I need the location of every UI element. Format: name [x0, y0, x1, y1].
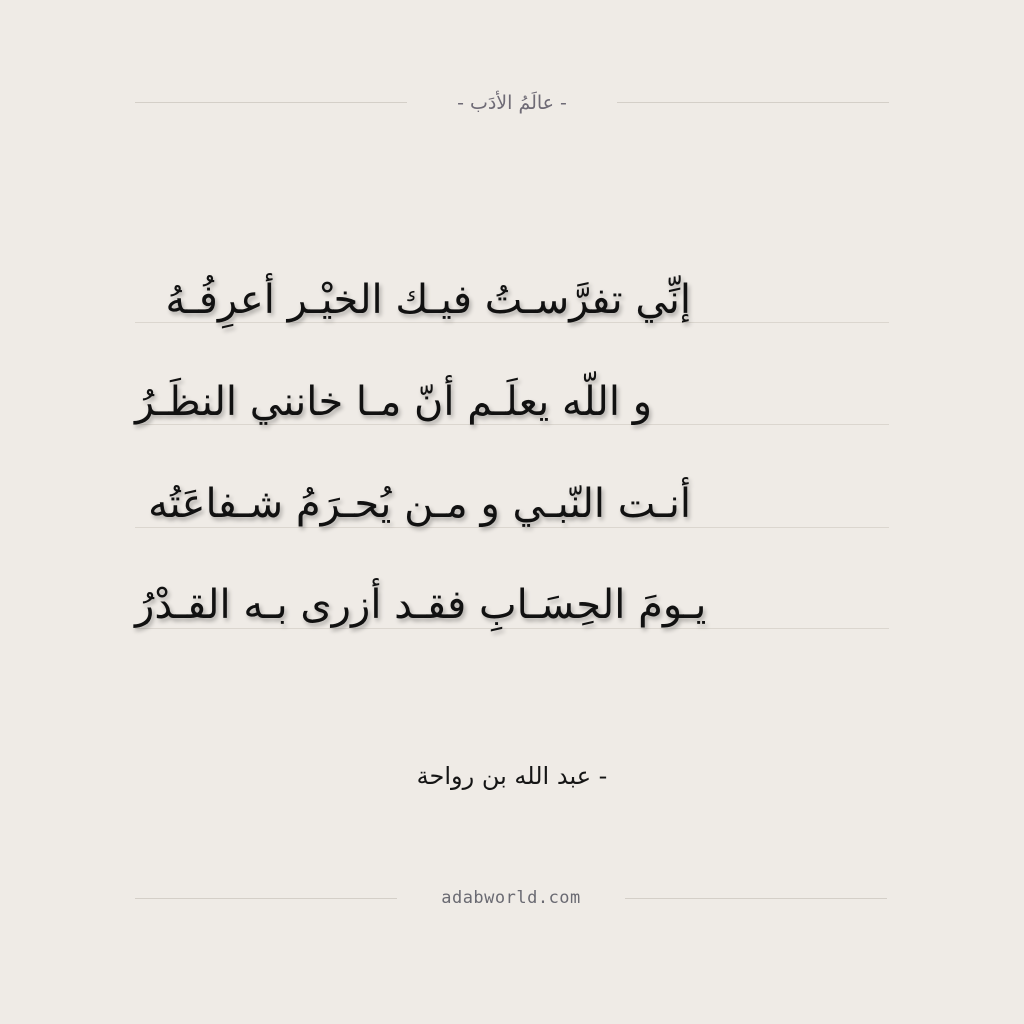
footer-rule-left: [135, 898, 397, 899]
site-brand-title: - عالَمُ الأدَب -: [457, 92, 567, 114]
poet-name: - عبد الله بن رواحة: [416, 762, 608, 790]
footer-rule-right: [625, 898, 887, 899]
website-url[interactable]: adabworld.com: [441, 888, 581, 908]
poem-verse-2: و الله يعلـم أن مـا خانني النظـر: [135, 379, 653, 425]
header-rule-left: [135, 102, 407, 103]
poem-verse-3: أنـت النبـي و مـن يحـرم شـفاعته: [148, 481, 691, 527]
poem-verse-1: إني تفرسـت فيـك الخيـر أعرفـه: [165, 277, 691, 323]
header-rule-right: [617, 102, 889, 103]
poem-verse-4: يـوم الحسـاب فقـد أزرى بـه القـدر: [135, 582, 707, 628]
